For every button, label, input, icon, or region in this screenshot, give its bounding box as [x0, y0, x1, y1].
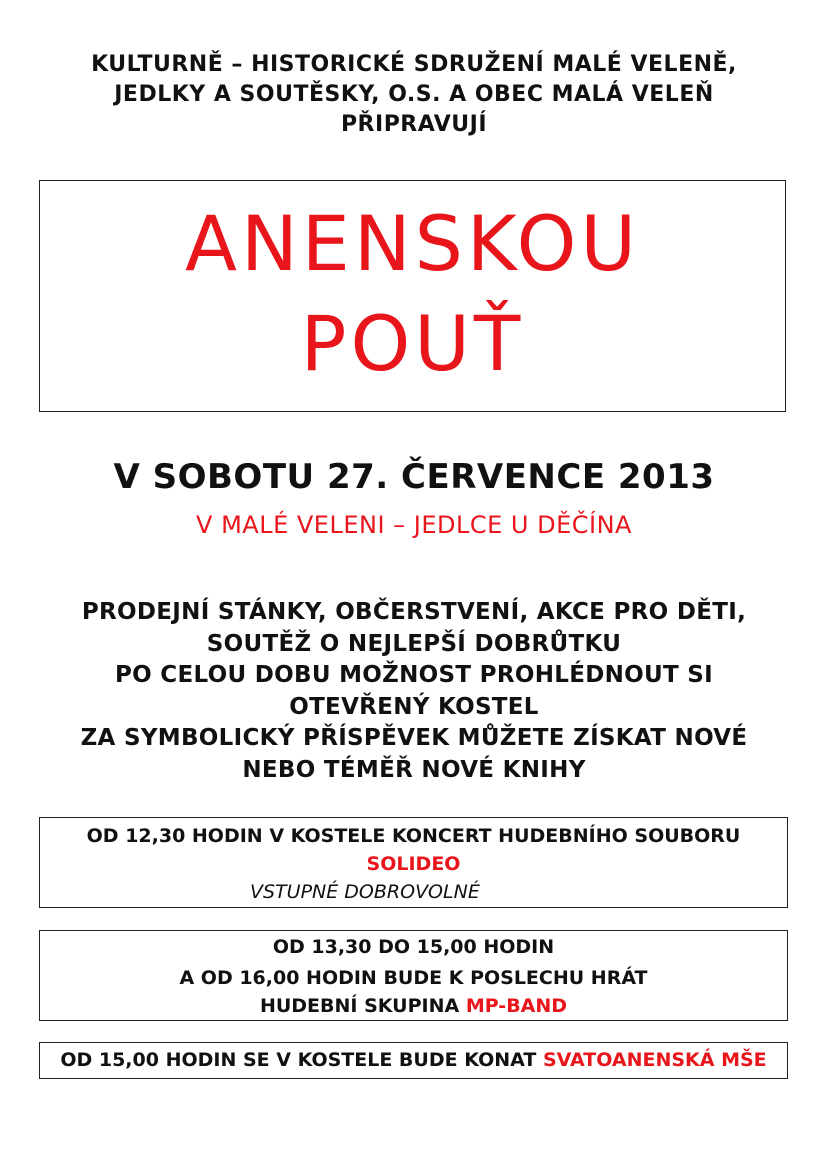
header-line-3: PŘIPRAVUJÍ [340, 112, 488, 137]
mass-text: OD 15,00 HODIN SE V KOSTELE BUDE KONAT [60, 1049, 543, 1071]
header-line-1: KULTURNĚ – HISTORICKÉ SDRUŽENÍ MALÉ VELENĚ, [91, 52, 737, 77]
band-name: MP-BAND [465, 995, 568, 1017]
event-description [0, 597, 828, 786]
mass-line [40, 1046, 787, 1074]
header-line-2: JEDLKY A SOUTĚSKY, O.S. A OBEC MALÁ VELEŇ [114, 82, 714, 107]
concert-time-line: OD 12,30 HODIN V KOSTELE KONCERT HUDEBNÍHO SOUBORU [86, 825, 741, 847]
band-play-line: A OD 16,00 HODIN BUDE K POSLECHU HRÁT [179, 967, 648, 989]
description-line-3: PO CELOU DOBU MOŽNOST PROHLÉDNOUT SI [114, 662, 714, 688]
concert-box [39, 817, 788, 908]
description-line-1: PRODEJNÍ STÁNKY, OBČERSTVENÍ, AKCE PRO DĚTI, [81, 599, 747, 625]
concert-ensemble: SOLIDEO [366, 853, 461, 875]
organizer-header [0, 50, 828, 140]
description-line-4: OTEVŘENÝ KOSTEL [289, 693, 539, 720]
event-title-line-1: ANENSKOU [184, 199, 641, 288]
event-date: V SOBOTU 27. ČERVENCE 2013 [113, 457, 715, 497]
event-title-line-2: POUŤ [300, 299, 525, 388]
description-line-2: SOUTĚŽ O NEJLEPŠÍ DOBRŮTKU [206, 630, 622, 657]
event-place: V MALÉ VELENI – JEDLCE U DĚČÍNA [196, 511, 632, 539]
band-time-line: OD 13,30 DO 15,00 HODIN [272, 936, 555, 958]
band-name-prefix: HUDEBNÍ SKUPINA [259, 995, 466, 1017]
description-line-5: ZA SYMBOLICKÝ PŘÍSPĚVEK MŮŽETE ZÍSKAT NOVÉ [80, 725, 748, 751]
concert-admission: VSTUPNÉ DOBROVOLNÉ [250, 881, 480, 903]
band-box [39, 930, 788, 1021]
event-title-box [39, 180, 786, 412]
band-name-line [40, 992, 787, 1020]
mass-box [39, 1042, 788, 1079]
mass-event: SVATOANENSKÁ MŠE [542, 1049, 767, 1071]
description-line-6: NEBO TÉMĚŘ NOVÉ KNIHY [242, 756, 586, 783]
